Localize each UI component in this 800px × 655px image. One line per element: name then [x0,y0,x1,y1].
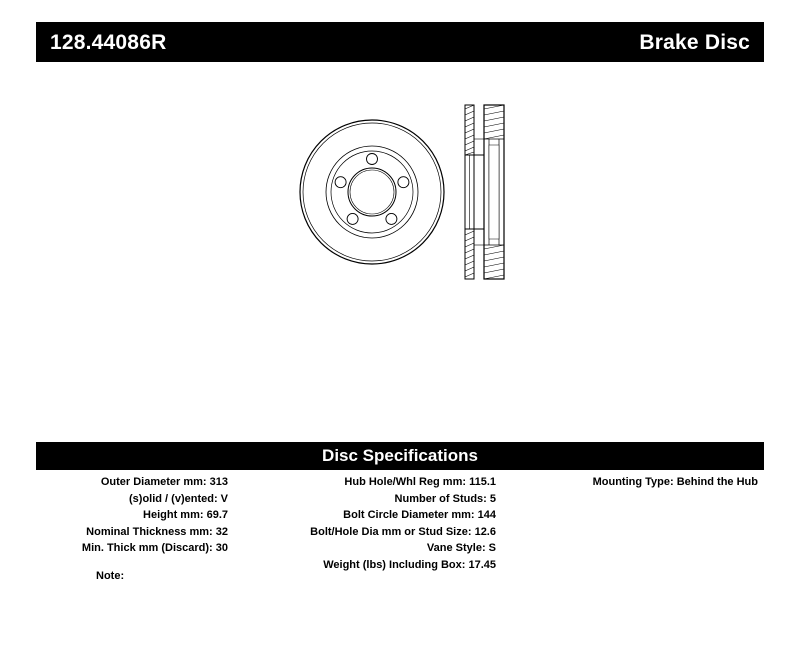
spec-item: Bolt Circle Diameter mm: 144 [343,509,496,521]
part-number: 128.44086R [50,30,167,54]
note-label: Note: [96,570,125,582]
spec-item: Min. Thick mm (Discard): 30 [81,542,228,554]
spec-item: Number of Studs: 5 [394,492,496,505]
brake-disc-illustration [280,95,540,285]
page-title: Brake Disc [639,30,750,54]
specs-column-right [504,474,764,573]
spec-item: Nominal Thickness mm: 32 [86,525,228,538]
specs-table [36,474,764,573]
specs-title: Disc Specifications [322,446,478,465]
brake-disc-drawing [280,95,540,285]
spec-item: Bolt/Hole Dia mm or Stud Size: 12.6 [310,525,496,538]
spec-item: Vane Style: S [426,542,496,554]
specs-column-middle [236,474,504,573]
spec-item: Height mm: 69.7 [143,509,228,521]
spec-item: Mounting Type: Behind the Hub [592,476,758,488]
specs-column-left [36,474,236,573]
spec-item: Hub Hole/Whl Reg mm: 115.1 [344,476,496,488]
specs-section-header [36,442,764,470]
spec-item: Outer Diameter mm: 313 [100,476,228,488]
spec-item: Weight (lbs) Including Box: 17.45 [323,558,496,571]
spec-item: (s)olid / (v)ented: V [129,492,228,505]
header-bar [36,22,764,62]
